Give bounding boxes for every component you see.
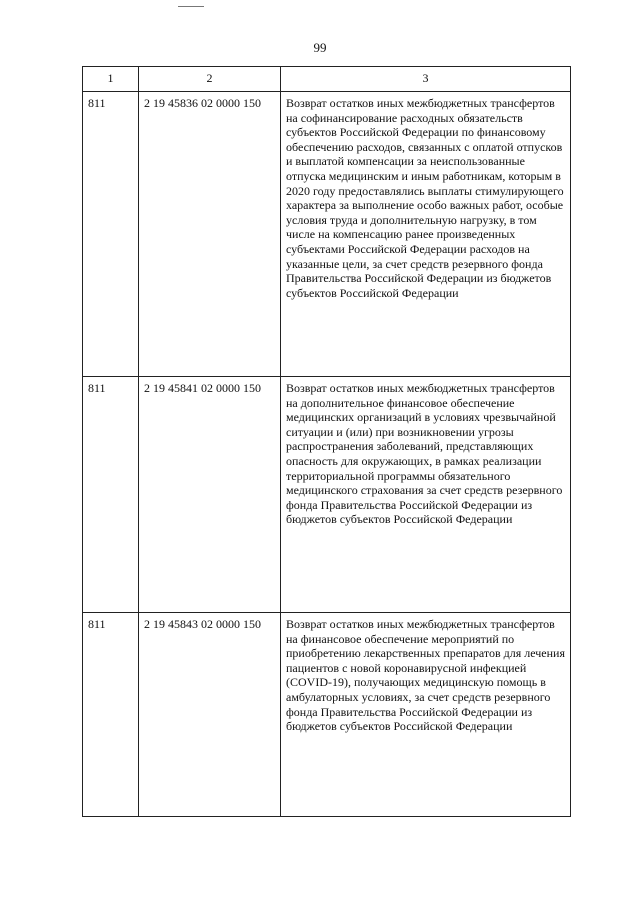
description-cell: Возврат остатков иных межбюджетных трансфертов на софинансирование расходных обязательств субъектов Российской Федерации по финансовому обеспечению расходов, связанных с оплатой отпусков и выплатой компенсации за неиспользованные отпуска медицинским и иным работникам, которым в 2020 году предоставлялись выплаты стимулирующего характера за выполнение особо важных работ, особые условия труда и дополнительную нагрузку, в том числе на компенсацию ранее произведенных субъектами Российской Федерации расходов на указанные цели, за счет средств резервного фонда Правительства Российской Федерации из бюджетов субъектов Российской Федерации bbox=[281, 92, 571, 377]
page-number: 99 bbox=[313, 40, 327, 55]
table-row bbox=[83, 92, 571, 377]
kbk-code-cell: 2 19 45841 02 0000 150 bbox=[139, 377, 281, 613]
table-header-row bbox=[83, 67, 571, 92]
admin-code-cell: 811 bbox=[83, 613, 139, 817]
kbk-code-cell: 2 19 45836 02 0000 150 bbox=[139, 92, 281, 377]
scan-mark bbox=[178, 6, 204, 7]
table-row bbox=[83, 377, 571, 613]
kbk-code-cell: 2 19 45843 02 0000 150 bbox=[139, 613, 281, 817]
column-header-3: 3 bbox=[281, 67, 571, 92]
description-cell: Возврат остатков иных межбюджетных трансфертов на дополнительное финансовое обеспечение медицинских организаций в условиях чрезвычайной ситуации и (или) при возникновении угрозы распространения заболеваний, представляющих опасность для окружающих, в рамках реализации территориальной программы обязательного медицинского страхования за счет средств резервного фонда Правительства Российской Федерации из бюджетов субъектов Российской Федерации bbox=[281, 377, 571, 613]
column-header-2: 2 bbox=[139, 67, 281, 92]
table-row bbox=[83, 613, 571, 817]
admin-code-cell: 811 bbox=[83, 92, 139, 377]
description-cell: Возврат остатков иных межбюджетных трансфертов на финансовое обеспечение мероприятий по приобретению лекарственных препаратов для лечения пациентов с новой коронавирусной инфекцией (COVID-19), получающих медицинскую помощь в амбулаторных условиях, за счет средств резервного фонда Правительства Российской Федерации из бюджетов субъектов Российской Федерации bbox=[281, 613, 571, 817]
column-header-1: 1 bbox=[83, 67, 139, 92]
budget-codes-table bbox=[82, 66, 571, 817]
admin-code-cell: 811 bbox=[83, 377, 139, 613]
